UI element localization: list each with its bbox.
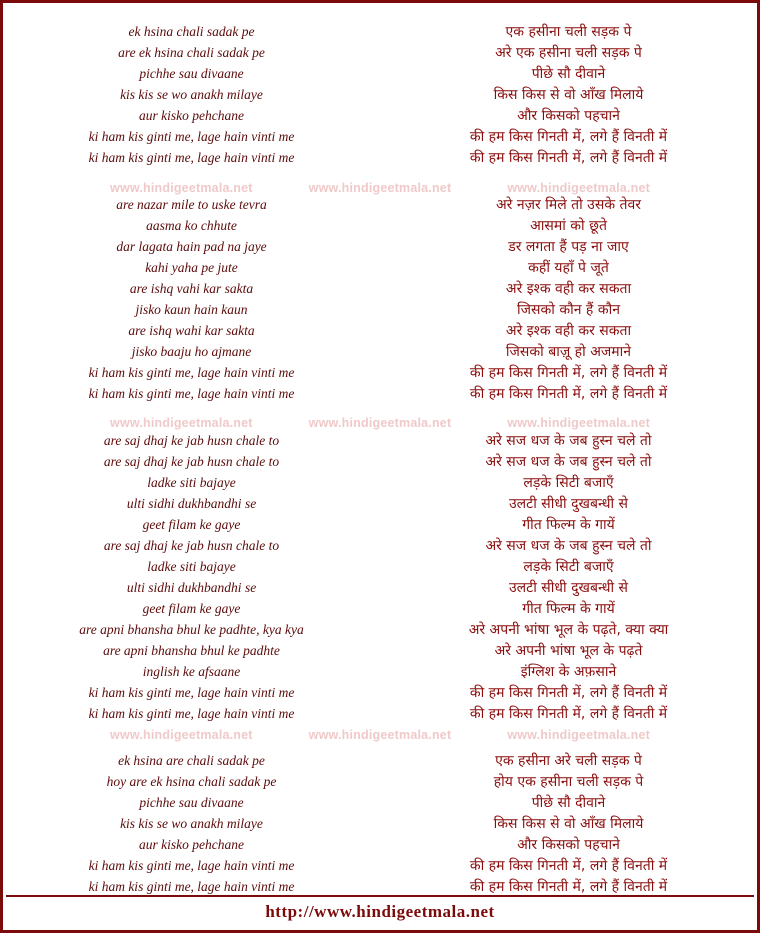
watermark-text: www.hindigeetmala.net	[308, 181, 452, 195]
lyrics-line	[3, 640, 757, 661]
lyrics-line-latin: are saj dhaj ke jab husn chale to	[103, 454, 280, 469]
lyrics-line-devanagari: गीत फिल्म के गायें	[522, 517, 615, 533]
lyrics-line-devanagari: की हम किस गिनती में, लगे हैं विनती में	[469, 706, 668, 722]
lyrics-line-latin: ulti sidhi dukhbandhi se	[126, 580, 257, 595]
lyrics-line-devanagari: किस किस से वो आँख मिलाये	[493, 816, 644, 832]
watermark-text: www.hindigeetmala.net	[507, 181, 650, 195]
lyrics-line	[3, 21, 757, 42]
page-footer	[6, 895, 754, 927]
lyrics-line	[3, 514, 757, 535]
lyrics-line-devanagari: अरे सज धज के जब हुस्न चले तो	[485, 433, 652, 449]
lyrics-line	[3, 299, 757, 320]
lyrics-line-latin: kis kis se wo anakh milaye	[120, 816, 263, 831]
lyrics-line	[3, 257, 757, 278]
lyrics-line	[3, 535, 757, 556]
lyrics-line-latin: jisko baaju ho ajmane	[131, 344, 252, 359]
lyrics-line-devanagari: पीछे सौ दीवाने	[531, 66, 606, 82]
lyrics-line-devanagari: कहीं यहाँ पे जूते	[528, 260, 609, 276]
lyrics-line-devanagari: इंग्लिश के अफ़साने	[520, 664, 617, 680]
lyrics-line-devanagari: जिसको कौन हैं कौन	[517, 302, 620, 318]
lyrics-line-latin: inglish ke afsaane	[142, 664, 241, 679]
lyrics-line	[3, 430, 757, 451]
lyrics-line-latin: ek hsina chali sadak pe	[128, 24, 255, 39]
lyrics-line-devanagari: डर लगता हैं पड़ ना जाए	[508, 239, 629, 255]
lyrics-line	[3, 792, 757, 813]
lyrics-line-latin: are saj dhaj ke jab husn chale to	[103, 433, 280, 448]
lyrics-line-latin: dar lagata hain pad na jaye	[116, 239, 267, 254]
lyrics-line-latin: ki ham kis ginti me, lage hain vinti me	[88, 685, 295, 700]
lyrics-stanza	[3, 430, 757, 724]
lyrics-line-devanagari: गीत फिल्म के गायें	[522, 601, 615, 617]
lyrics-line	[3, 577, 757, 598]
lyrics-line	[3, 855, 757, 876]
lyrics-line-latin: ki ham kis ginti me, lage hain vinti me	[88, 150, 295, 165]
lyrics-line	[3, 126, 757, 147]
lyrics-line-devanagari: अरे अपनी भांषा भूल के पढ़ते	[494, 643, 643, 659]
lyrics-area	[3, 3, 757, 895]
lyrics-line-devanagari: की हम किस गिनती में, लगे हैं विनती में	[469, 386, 668, 402]
lyrics-stanza	[3, 21, 757, 168]
lyrics-line-devanagari: जिसको बाज़ू हो अजमाने	[505, 344, 632, 360]
lyrics-line	[3, 472, 757, 493]
lyrics-line-latin: ek hsina are chali sadak pe	[118, 753, 265, 768]
lyrics-line	[3, 320, 757, 341]
lyrics-line	[3, 771, 757, 792]
watermark-text: www.hindigeetmala.net	[507, 416, 650, 430]
watermark-text: www.hindigeetmala.net	[110, 728, 253, 742]
lyrics-line-latin: are ishq vahi kar sakta	[129, 281, 254, 296]
lyrics-line	[3, 598, 757, 619]
lyrics-line-latin: ladke siti bajaye	[147, 559, 236, 574]
lyrics-line-devanagari: की हम किस गिनती में, लगे हैं विनती में	[469, 858, 668, 874]
lyrics-line-latin: ki ham kis ginti me, lage hain vinti me	[88, 365, 295, 380]
lyrics-line-latin: hoy are ek hsina chali sadak pe	[106, 774, 277, 789]
lyrics-line-devanagari: होय एक हसीना चली सड़क पे	[493, 774, 644, 790]
lyrics-line-devanagari: अरे एक हसीना चली सड़क पे	[495, 45, 642, 61]
lyrics-line-latin: aur kisko pehchane	[139, 108, 244, 123]
lyrics-line-latin: ladke siti bajaye	[147, 475, 236, 490]
lyrics-line-devanagari: की हम किस गिनती में, लगे हैं विनती में	[469, 129, 668, 145]
lyrics-line	[3, 236, 757, 257]
lyrics-line-latin: are ishq wahi kar sakta	[128, 323, 255, 338]
watermark-text: www.hindigeetmala.net	[308, 728, 452, 742]
lyrics-line-devanagari: किस किस से वो आँख मिलाये	[493, 87, 644, 103]
lyrics-line-devanagari: एक हसीना अरे चली सड़क पे	[495, 753, 642, 769]
watermark-text: www.hindigeetmala.net	[110, 416, 253, 430]
lyrics-line-devanagari: अरे इश्क वही कर सकता	[505, 323, 632, 339]
lyrics-line	[3, 383, 757, 404]
site-url-link[interactable]: http://www.hindigeetmala.net	[265, 902, 495, 921]
lyrics-line-latin: are ek hsina chali sadak pe	[118, 45, 265, 60]
lyrics-line-latin: pichhe sau divaane	[139, 66, 244, 81]
lyrics-line-devanagari: पीछे सौ दीवाने	[531, 795, 606, 811]
lyrics-line-devanagari: अरे सज धज के जब हुस्न चले तो	[485, 538, 652, 554]
lyrics-line-devanagari: अरे अपनी भांषा भूल के पढ़ते, क्या क्या	[468, 622, 669, 638]
lyrics-line	[3, 362, 757, 383]
lyrics-line-devanagari: अरे इश्क वही कर सकता	[505, 281, 632, 297]
lyrics-line-latin: ki ham kis ginti me, lage hain vinti me	[88, 858, 295, 873]
lyrics-line-latin: kis kis se wo anakh milaye	[120, 87, 263, 102]
watermark-text: www.hindigeetmala.net	[110, 181, 253, 195]
lyrics-line-latin: are nazar mile to uske tevra	[116, 197, 267, 212]
lyrics-line-devanagari: लड़के सिटी बजाएँ	[523, 559, 614, 575]
lyrics-line	[3, 813, 757, 834]
lyrics-line	[3, 63, 757, 84]
lyrics-line-latin: ulti sidhi dukhbandhi se	[126, 496, 257, 511]
lyrics-line-latin: aasma ko chhute	[146, 218, 237, 233]
lyrics-line-latin: jisko kaun hain kaun	[135, 302, 248, 317]
lyrics-line-latin: ki ham kis ginti me, lage hain vinti me	[88, 706, 295, 721]
lyrics-line	[3, 876, 757, 897]
lyrics-line	[3, 682, 757, 703]
lyrics-line-devanagari: एक हसीना चली सड़क पे	[505, 24, 632, 40]
lyrics-line-latin: are saj dhaj ke jab husn chale to	[103, 538, 280, 553]
lyrics-line-devanagari: लड़के सिटी बजाएँ	[523, 475, 614, 491]
lyrics-line-devanagari: उलटी सीधी दुखबन्धी से	[509, 580, 628, 596]
lyrics-line	[3, 105, 757, 126]
lyrics-line	[3, 619, 757, 640]
lyrics-line-latin: geet filam ke gaye	[142, 601, 241, 616]
lyrics-line-devanagari: अरे नज़र मिले तो उसके तेवर	[495, 197, 642, 213]
lyrics-line-devanagari: की हम किस गिनती में, लगे हैं विनती में	[469, 685, 668, 701]
lyrics-line-devanagari: की हम किस गिनती में, लगे हैं विनती में	[469, 150, 668, 166]
lyrics-line-latin: kahi yaha pe jute	[145, 260, 238, 275]
lyrics-line-latin: geet filam ke gaye	[142, 517, 241, 532]
lyrics-line-devanagari: और किसको पहचाने	[517, 108, 620, 124]
lyrics-line-latin: aur kisko pehchane	[139, 837, 244, 852]
lyrics-stanza	[3, 750, 757, 897]
lyrics-line-devanagari: अरे सज धज के जब हुस्न चले तो	[485, 454, 652, 470]
lyrics-line	[3, 215, 757, 236]
lyrics-line	[3, 493, 757, 514]
lyrics-line	[3, 278, 757, 299]
lyrics-line-devanagari: और किसको पहचाने	[517, 837, 620, 853]
lyrics-line	[3, 750, 757, 771]
lyrics-line-devanagari: उलटी सीधी दुखबन्धी से	[509, 496, 628, 512]
lyrics-line-latin: are apni bhansha bhul ke padhte	[103, 643, 280, 658]
lyrics-line	[3, 42, 757, 63]
lyrics-line-devanagari: की हम किस गिनती में, लगे हैं विनती में	[469, 365, 668, 381]
lyrics-line	[3, 194, 757, 215]
watermark-text: www.hindigeetmala.net	[507, 728, 650, 742]
lyrics-line-latin: ki ham kis ginti me, lage hain vinti me	[88, 129, 295, 144]
lyrics-line-latin: pichhe sau divaane	[139, 795, 244, 810]
lyrics-line	[3, 147, 757, 168]
lyrics-line	[3, 661, 757, 682]
lyrics-line-devanagari: आसमां को छूते	[530, 218, 607, 234]
lyrics-line	[3, 451, 757, 472]
lyrics-line-latin: are apni bhansha bhul ke padhte, kya kya	[79, 622, 304, 637]
lyrics-line	[3, 84, 757, 105]
lyrics-line	[3, 834, 757, 855]
watermark-text: www.hindigeetmala.net	[308, 416, 452, 430]
lyrics-line-latin: ki ham kis ginti me, lage hain vinti me	[88, 386, 295, 401]
lyrics-line	[3, 556, 757, 577]
lyrics-stanza	[3, 194, 757, 404]
lyrics-line-devanagari: की हम किस गिनती में, लगे हैं विनती में	[469, 879, 668, 895]
lyrics-line-latin: ki ham kis ginti me, lage hain vinti me	[88, 879, 295, 894]
lyrics-line	[3, 341, 757, 362]
lyrics-line	[3, 703, 757, 724]
